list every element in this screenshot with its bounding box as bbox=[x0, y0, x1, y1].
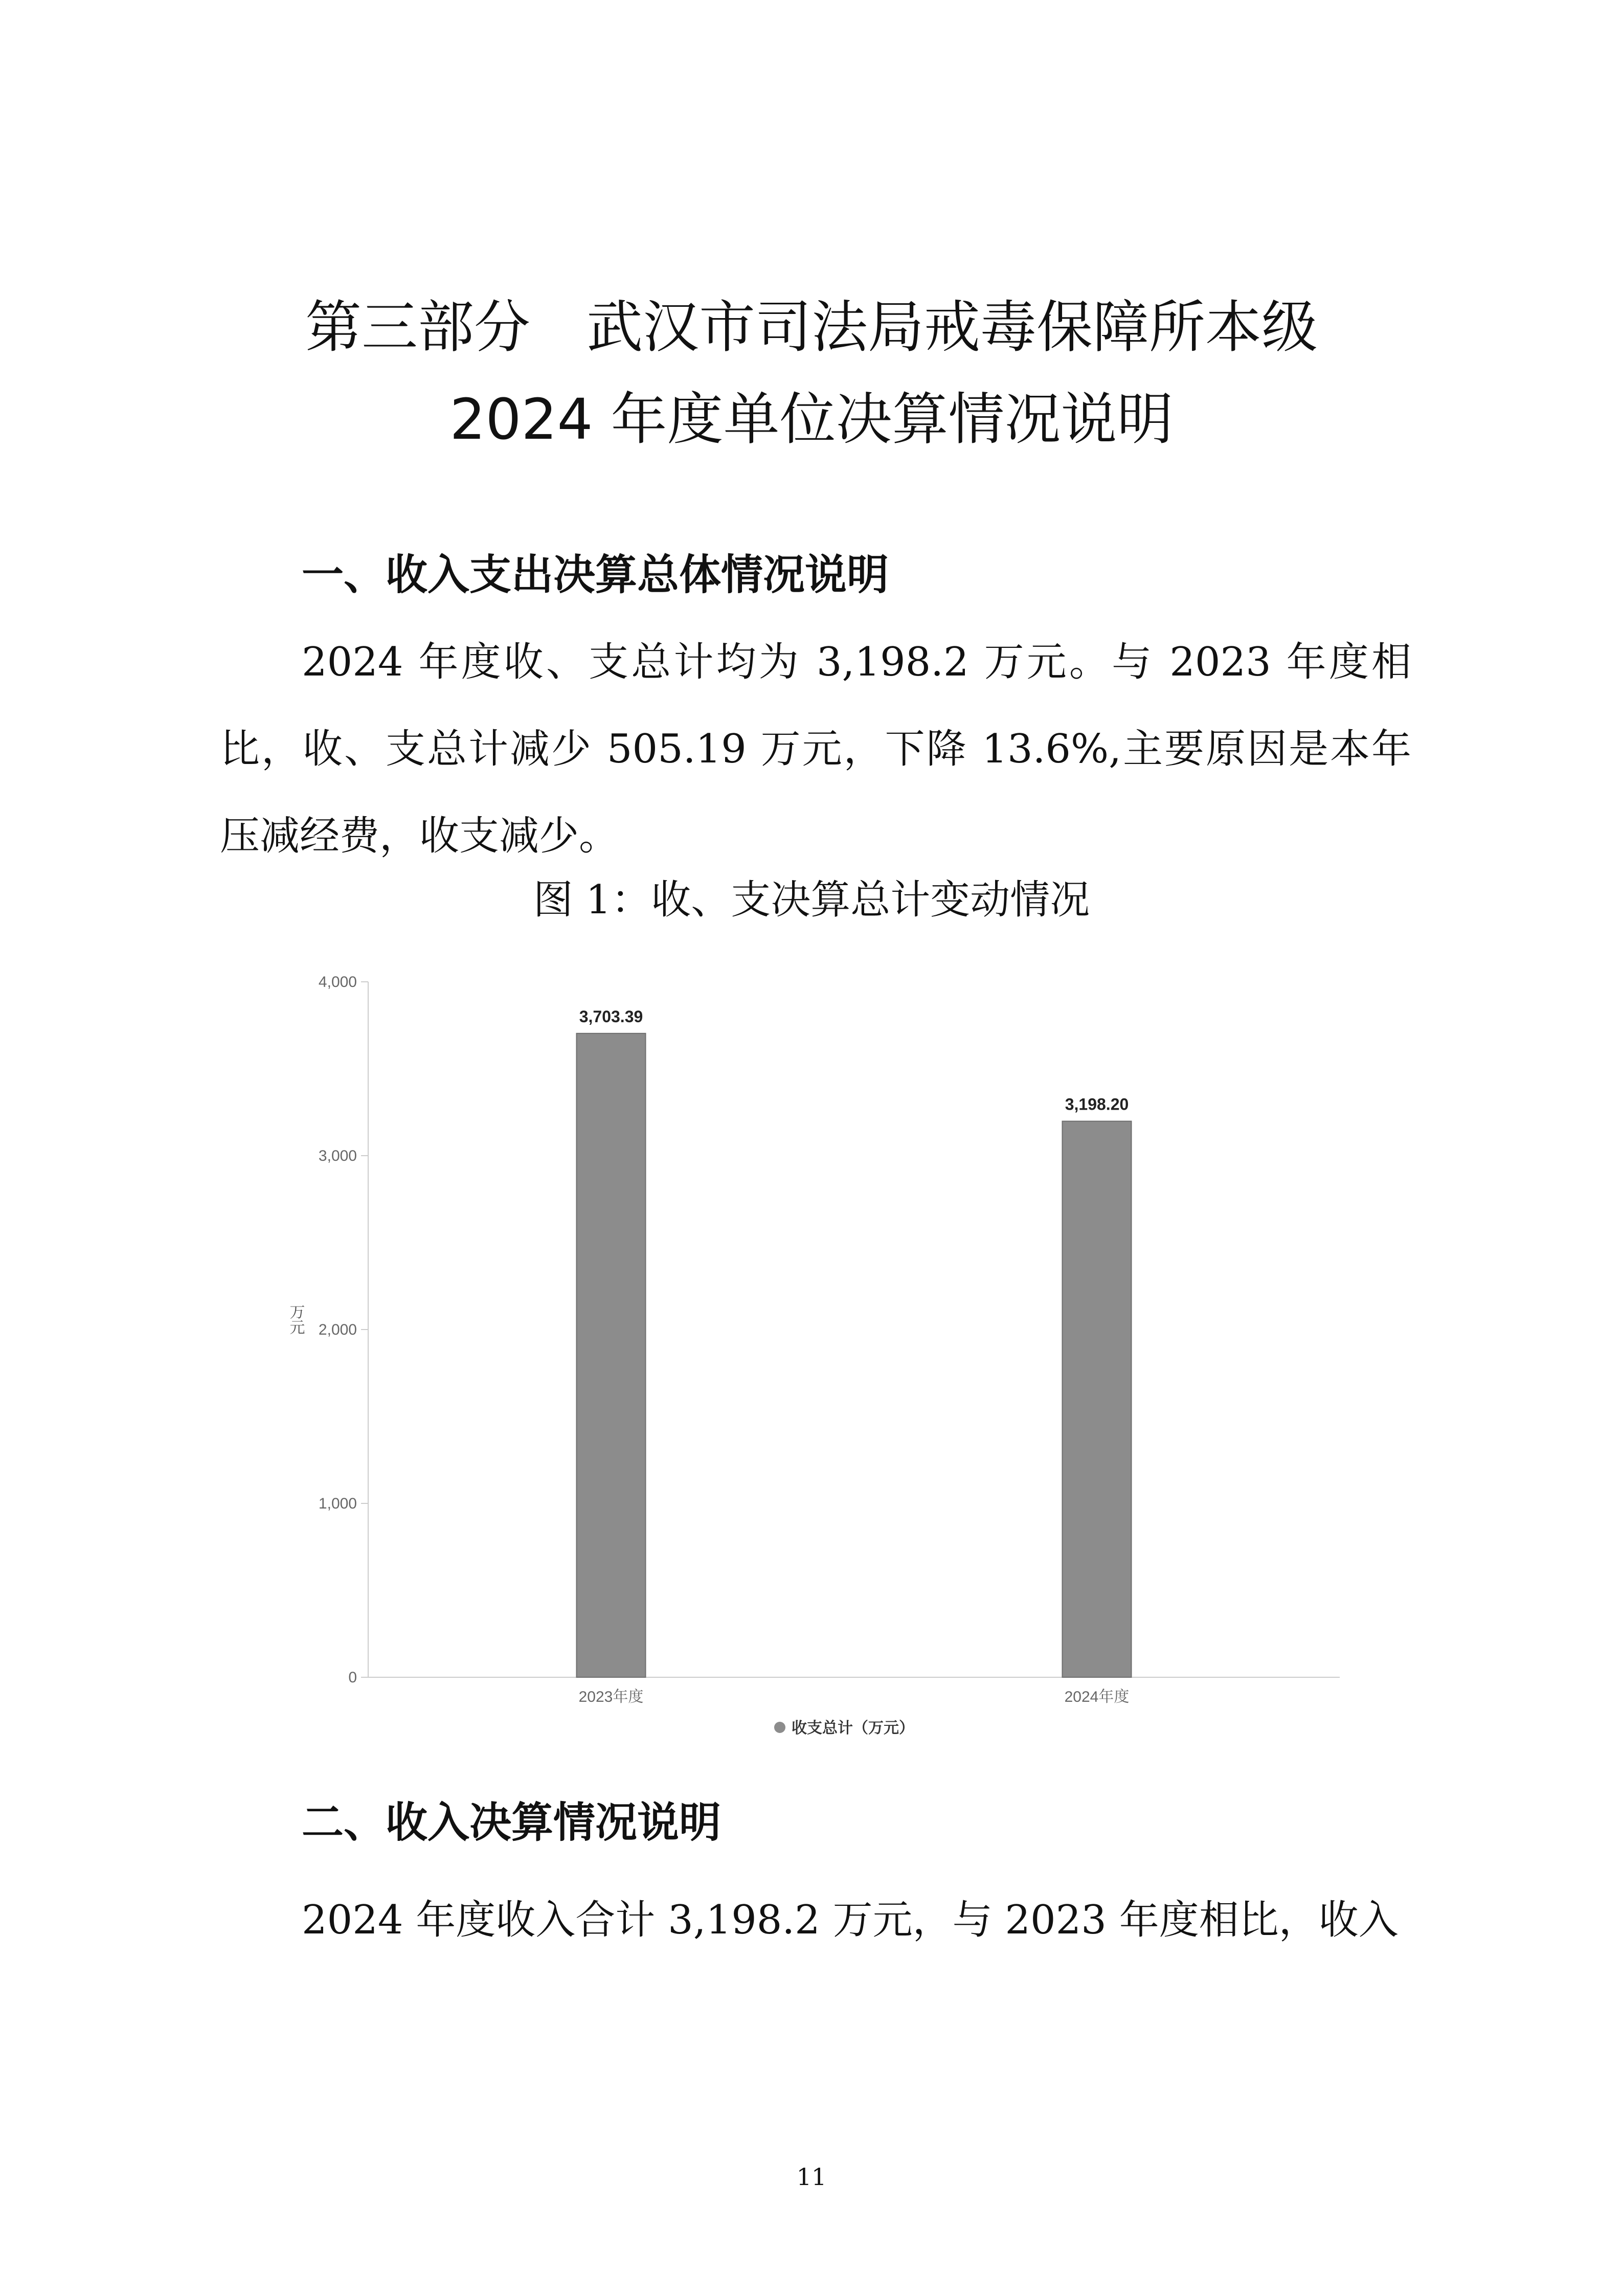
legend-marker bbox=[774, 1722, 785, 1733]
y-tick-label: 3,000 bbox=[318, 1147, 357, 1164]
bars bbox=[577, 1007, 1132, 1677]
figure-caption: 图 1：收、支决算总计变动情况 bbox=[533, 877, 1090, 923]
section2-heading: 二、收入决算情况说明 bbox=[302, 1798, 722, 1847]
y-axis-label bbox=[287, 1304, 305, 1335]
document-title-line2: 2024 年度单位决算情况说明 bbox=[449, 387, 1174, 452]
bar-data-label: 3,198.20 bbox=[1065, 1095, 1129, 1114]
y-tick-label: 2,000 bbox=[318, 1321, 357, 1338]
legend-label: 收支总计（万元） bbox=[792, 1720, 914, 1737]
bar-data-label: 3,703.39 bbox=[579, 1007, 643, 1026]
x-category-label: 2023年度 bbox=[578, 1689, 644, 1705]
section1-heading: 一、收入支出决算总体情况说明 bbox=[302, 551, 889, 599]
bar-1 bbox=[577, 1033, 646, 1677]
section1-paragraph: 2024 年度收、支总计均为 3,198.2 万元。与 2023 年度相比，收、支总计减少 505.19 万元，下降 13.6%,主要原因是本年压减经费，收支减少。 bbox=[220, 639, 1411, 859]
document-title-line1: 第三部分 武汉市司法局戒毒保障所本级 bbox=[305, 295, 1318, 360]
section2-paragraph: 2024 年度收入合计 3,198.2 万元，与 2023 年度相比，收入 bbox=[302, 1897, 1399, 1943]
y-tick-label: 4,000 bbox=[318, 974, 357, 991]
x-axis-categories bbox=[579, 1689, 1130, 1705]
y-axis-ticks bbox=[319, 974, 368, 1686]
page-number: 11 bbox=[796, 2163, 827, 2191]
bar-2 bbox=[1063, 1121, 1132, 1677]
chart-legend bbox=[774, 1720, 914, 1737]
bar-chart bbox=[276, 951, 1370, 1749]
y-tick-label: 1,000 bbox=[318, 1495, 357, 1512]
y-tick-label: 0 bbox=[348, 1669, 357, 1686]
x-category-label: 2024年度 bbox=[1064, 1689, 1130, 1705]
y-axis-label-text: 万元 bbox=[287, 1304, 304, 1335]
